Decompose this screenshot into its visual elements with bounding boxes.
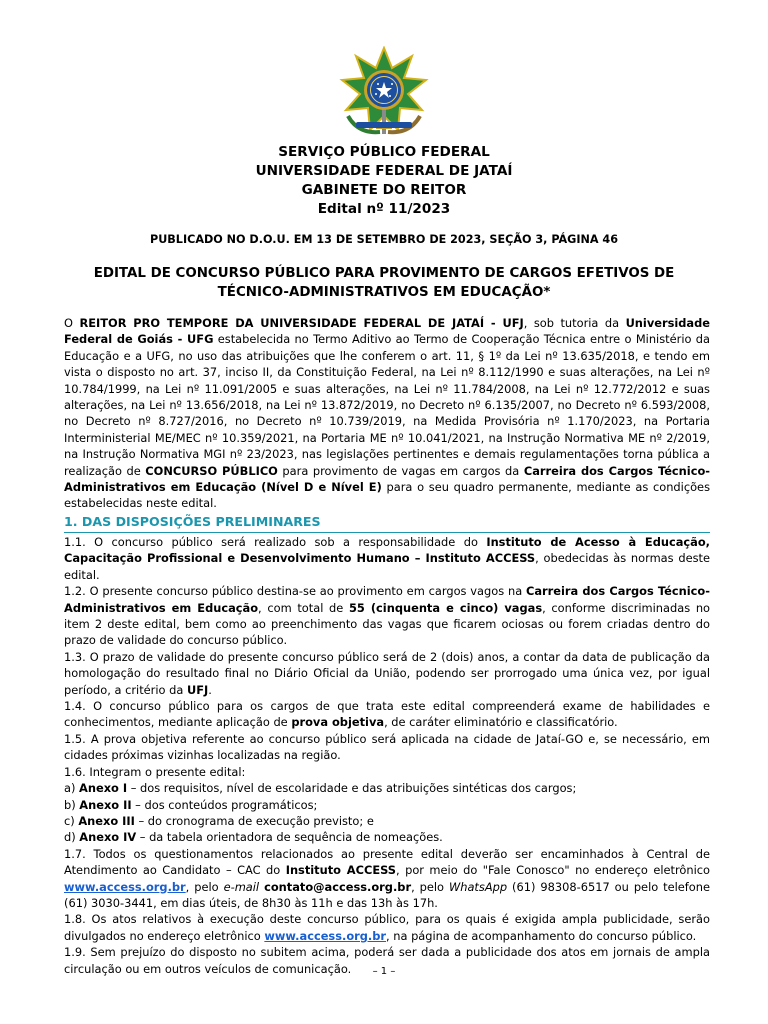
item-bold: Carreira dos Cargos Técnico-Administrativos em Educação <box>64 584 710 615</box>
annex-prefix: d) <box>64 830 80 845</box>
annex-desc: – da tabela orientadora de sequência de nomeações. <box>136 830 443 845</box>
item-text: (61) 98308-6517 ou pelo telefone (61) 3030-3441, em dias úteis, de 8h30 às 11h e das 13h às 17h. <box>64 879 711 910</box>
item-bold: 55 (cinquenta e cinco) vagas <box>348 600 543 615</box>
annex-prefix: b) <box>64 797 80 812</box>
annex-desc: – dos conteúdos programáticos; <box>131 797 318 812</box>
document-title <box>0 264 768 302</box>
section-1-header <box>64 514 710 533</box>
item-text: 1.1. O concurso público será realizado sob a responsabilidade do <box>64 535 487 549</box>
annex-name: Anexo II <box>79 797 132 812</box>
item-bold: Instituto de Acesso à Educação, Capacitação Profissional e Desenvolvimento Humano – Instituto ACCESS <box>64 535 710 566</box>
item-1-5: 1.5. A prova objetiva referente ao concurso público será aplicada na cidade de Jataí-GO e, se necessário, em cidades próximas vizinhas localizadas na região. <box>64 731 710 763</box>
item-1-6: 1.6. Integram o presente edital: <box>64 764 246 779</box>
contact-email: contato@access.org.br <box>264 879 412 894</box>
annex-desc: – dos requisitos, nível de escolaridade e das atribuições sintéticas dos cargos; <box>127 781 577 796</box>
intro-bold: Universidade Federal de Goiás - UFG <box>64 316 710 347</box>
item-bold: UFJ <box>186 682 209 697</box>
intro-bold: Carreira dos Cargos Técnico-Administrativos em Educação (Nível D e Nível E) <box>64 463 710 495</box>
item-text: , de caráter eliminatório e classificatório. <box>384 715 618 730</box>
annex-c <box>64 813 710 829</box>
annex-name: Anexo I <box>79 781 128 796</box>
brazil-coat-of-arms-icon <box>338 46 430 138</box>
section-1-items <box>64 534 710 977</box>
title-line-1: EDITAL DE CONCURSO PÚBLICO PARA PROVIMENTO DE CARGOS EFETIVOS DE <box>93 266 675 281</box>
intro-bold: CONCURSO PÚBLICO <box>145 463 278 478</box>
annex-prefix: a) <box>64 781 80 796</box>
item-1-7 <box>64 846 710 912</box>
item-italic: e-mail <box>223 879 260 894</box>
header-line-1: SERVIÇO PÚBLICO FEDERAL <box>278 144 490 160</box>
item-text: , na página de acompanhamento do concurso público. <box>386 928 697 943</box>
item-text: 1.3. O prazo de validade do presente concurso público será de 2 (dois) anos, a contar da data de publicação da homologação do resultado final no Diário Oficial da União, podendo ser prorrogado uma única vez, por igual período, a critério da <box>64 649 710 697</box>
item-1-1 <box>64 534 710 583</box>
item-text: , por meio do "Fale Conosco" no endereço eletrônico <box>396 863 710 878</box>
item-text: , obedecidas às normas deste edital. <box>64 551 710 582</box>
item-text: , pelo <box>185 879 224 894</box>
intro-text: para provimento de vagas em cargos da <box>277 463 524 478</box>
title-line-2: TÉCNICO-ADMINISTRATIVOS EM EDUCAÇÃO* <box>217 285 551 300</box>
header-line-3: GABINETE DO REITOR <box>301 182 467 198</box>
intro-text: estabelecida no Termo Aditivo ao Termo de Cooperação Técnica entre o Ministério da Educação e a UFG, no uso das atribuições que lhe conferem o art. 11, § 1º da Lei nº 13.635/2018, e tendo em vista o disposto no art. 37, inciso II, da Constituição Federal, na Lei nº 8.112/1990 e suas alterações, na Lei nº 10.784/1999, na Lei nº 11.091/2005 e suas alterações, na Lei nº 11.784/2008, na Lei nº 12.772/2012 e suas alterações, na Lei nº 13.656/2018, na Lei nº 13.872/2019, no Decreto nº 6.135/2007, no Decreto nº 6.593/2008, no Decreto nº 8.727/2016, no Decreto nº 10.739/2019, na Medida Provisória nº 1.170/2023, na Portaria Interministerial ME/MEC nº 10.359/2021, na Portaria ME nº 10.041/2021, na Instrução Normativa ME nº 2/2019, na Instrução Normativa MGI nº 23/2023, nas legislações pertinentes e demais regulamentações torna pública a realização de <box>64 332 711 478</box>
annex-b <box>64 797 710 813</box>
intro-text: O <box>64 316 80 330</box>
item-text: . <box>208 682 212 697</box>
item-text: , com total de <box>258 600 349 615</box>
item-1-8 <box>64 911 710 944</box>
annex-a <box>64 780 710 796</box>
item-1-9: 1.9. Sem prejuízo do disposto no subitem acima, poderá ser dada a publicidade dos atos em jornais de ampla circulação ou em outros veículos de comunicação. <box>64 945 710 976</box>
item-text: 1.2. O presente concurso público destina-se ao provimento em cargos vagos na <box>64 584 527 599</box>
annex-d <box>64 829 710 845</box>
item-1-3 <box>64 649 710 698</box>
annex-name: Anexo III <box>78 813 135 828</box>
section-heading: 1. DAS DISPOSIÇÕES PRELIMINARES <box>64 514 710 533</box>
intro-bold: REITOR PRO TEMPORE DA UNIVERSIDADE FEDERAL DE JATAÍ - UFJ <box>79 316 524 330</box>
item-text: , pelo <box>411 879 449 894</box>
item-text: , conforme discriminadas no item 2 deste edital, bem como ao preenchimento das vagas que ficarem ociosas ou forem criadas dentro do prazo de validade do concurso público. <box>64 600 711 648</box>
annex-name: Anexo IV <box>79 830 137 845</box>
annex-prefix: c) <box>64 813 79 828</box>
publication-note: PUBLICADO NO D.O.U. EM 13 DE SETEMBRO DE 2023, SEÇÃO 3, PÁGINA 46 <box>150 233 618 246</box>
intro-paragraph <box>64 315 710 512</box>
item-text: 1.7. Todos os questionamentos relacionados ao presente edital deverão ser encaminhados à Central de Atendimento ao Candidato – CAC do <box>64 846 710 878</box>
access-website-link[interactable]: www.access.org.br <box>264 928 387 943</box>
intro-text: , sob tutoria da <box>523 316 626 330</box>
item-bold: prova objetiva <box>291 715 385 730</box>
document-header <box>0 143 768 219</box>
item-italic: WhatsApp <box>448 879 508 894</box>
annex-desc: – do cronograma de execução previsto; e <box>134 813 374 828</box>
item-text: 1.4. O concurso público para os cargos de que trata este edital compreenderá exame de habilidades e conhecimentos, mediante aplicação de <box>64 699 710 730</box>
item-text: 1.8. Os atos relativos à execução deste concurso público, para os quais é exigida ampla publicidade, serão divulgados no endereço eletrônico <box>64 912 710 943</box>
item-1-4 <box>64 698 710 731</box>
item-1-2 <box>64 583 710 649</box>
intro-text: para o seu quadro permanente, mediante as condições estabelecidas neste edital. <box>64 480 710 511</box>
edital-number: Edital nº 11/2023 <box>317 201 451 217</box>
page-number: – 1 – <box>372 966 396 977</box>
item-bold: Instituto ACCESS <box>285 863 397 878</box>
access-website-link[interactable]: www.access.org.br <box>64 879 186 894</box>
header-line-2: UNIVERSIDADE FEDERAL DE JATAÍ <box>255 163 513 179</box>
